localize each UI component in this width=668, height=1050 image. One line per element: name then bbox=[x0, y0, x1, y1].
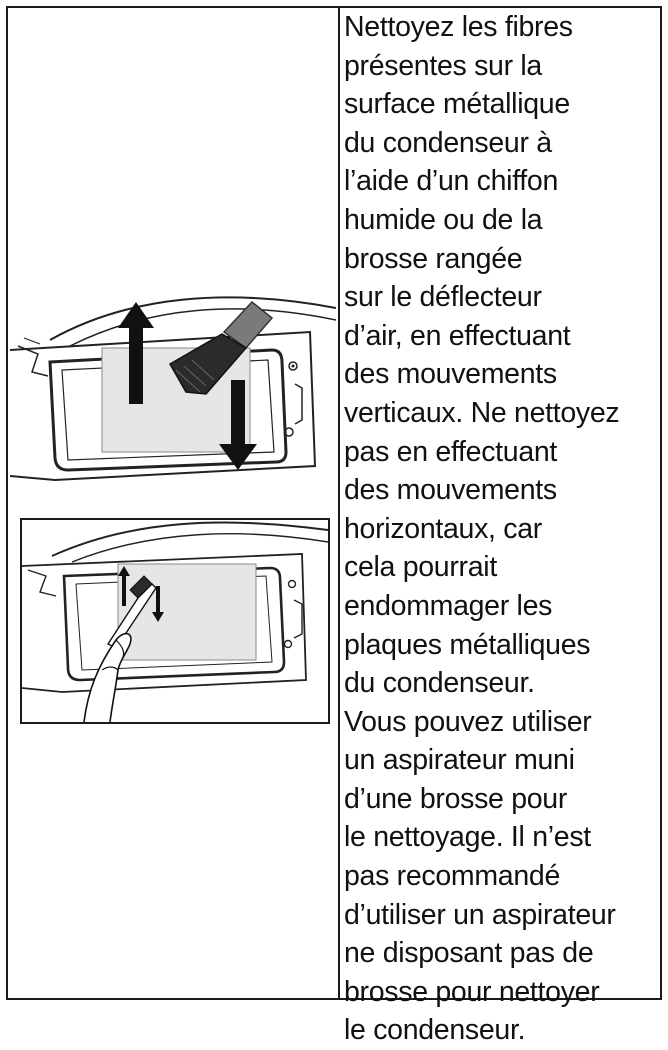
instruction-line: cela pourrait bbox=[344, 551, 497, 584]
instruction-line: ne disposant pas de bbox=[344, 937, 594, 970]
instruction-line: présentes sur la bbox=[344, 49, 542, 82]
instruction-line: Vous pouvez utiliser bbox=[344, 705, 592, 738]
instruction-line: brosse rangée bbox=[344, 242, 523, 275]
instruction-column bbox=[344, 8, 662, 1047]
instruction-line: d’utiliser un aspirateur bbox=[344, 898, 616, 931]
instruction-paragraph bbox=[344, 8, 662, 1050]
instruction-line: des mouvements bbox=[344, 474, 557, 507]
condenser-cleaning-illustration bbox=[10, 280, 336, 490]
instruction-line: pas en effectuant bbox=[344, 435, 558, 468]
instruction-line: endommager les bbox=[344, 589, 553, 622]
instruction-line: Nettoyez les fibres bbox=[344, 11, 573, 43]
instruction-line: humide ou de la bbox=[344, 203, 543, 236]
instruction-line: d’air, en effectuant bbox=[344, 319, 571, 352]
instruction-line: pas recommandé bbox=[344, 860, 560, 893]
instruction-line: un aspirateur muni bbox=[344, 744, 575, 777]
instruction-line: l’aide d’un chiffon bbox=[344, 165, 559, 198]
instruction-line: verticaux. Ne nettoyez bbox=[344, 396, 620, 429]
instruction-line: surface métallique bbox=[344, 88, 570, 121]
instruction-line: du condenseur. bbox=[344, 667, 535, 700]
instruction-line: plaques métalliques bbox=[344, 628, 591, 661]
instruction-line: le nettoyage. Il n’est bbox=[344, 821, 591, 854]
hand-brush-illustration-box bbox=[20, 518, 330, 724]
column-divider bbox=[338, 6, 340, 1000]
hand-brush-illustration bbox=[22, 520, 328, 722]
instruction-line: des mouvements bbox=[344, 358, 557, 391]
instruction-line: le condenseur. bbox=[344, 1014, 526, 1047]
instruction-line: brosse pour nettoyer bbox=[344, 975, 600, 1008]
illustration-column bbox=[8, 8, 338, 998]
instruction-line: du condenseur à bbox=[344, 126, 552, 159]
instruction-line: horizontaux, car bbox=[344, 512, 542, 545]
instruction-line: sur le déflecteur bbox=[344, 281, 542, 314]
instruction-line: d’une brosse pour bbox=[344, 782, 568, 815]
